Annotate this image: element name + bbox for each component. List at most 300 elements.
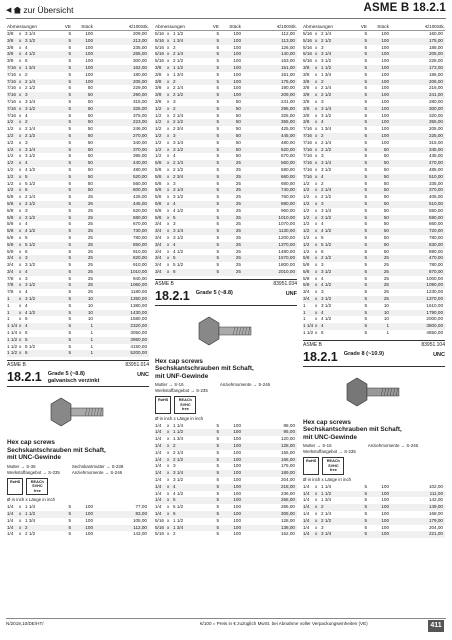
cell-diameter: 5/16: [303, 44, 312, 50]
cell-diameter: 3/8: [7, 37, 14, 43]
cell-gap: [191, 525, 203, 532]
thread-type: UNC: [433, 351, 445, 358]
table-row: [155, 92, 297, 99]
cell-stueck: 25: [87, 234, 93, 240]
cell-ve: 5: [216, 200, 219, 206]
footer-code: N/2019,10/DE/HT/: [6, 621, 44, 626]
cell-ve: 5: [216, 228, 219, 234]
table-row: [7, 215, 149, 222]
cell-price: 152,00: [280, 531, 295, 537]
cell-ve: 5: [216, 483, 219, 489]
ref-material[interactable]: Werkstoffangebot → S-235: [7, 469, 60, 475]
cell-ve: 5: [216, 504, 219, 510]
cell-separator: x: [167, 139, 170, 145]
cell-gap: [43, 174, 55, 181]
table-row: [155, 51, 297, 58]
cell-stueck: 50: [87, 173, 93, 179]
ref-nuts[interactable]: Mutter → S-36: [7, 463, 36, 469]
cell-diameter: 7/8: [7, 289, 14, 295]
section-divider: [303, 366, 445, 367]
cell-price: 204,00: [428, 524, 443, 530]
ref-torque[interactable]: Anziehmomente → S-246: [71, 469, 123, 475]
ref-nuts[interactable]: Mutter → S-16: [155, 382, 184, 388]
cell-diameter: 3/8: [155, 71, 162, 77]
cell-separator: x: [315, 160, 318, 166]
cell-stueck: 50: [235, 132, 241, 138]
cell-separator: x: [19, 37, 22, 43]
cell-stueck: 25: [235, 180, 241, 186]
cell-price: 370,00: [428, 187, 443, 193]
rohs-badge: RoHS: [303, 457, 319, 475]
cell-separator: x: [167, 511, 170, 517]
cell-diameter: 3/8: [155, 92, 162, 98]
section-code: ASME B: [303, 341, 322, 348]
table-row: [303, 215, 445, 222]
cell-length: 4: [173, 241, 176, 247]
cell-ve: 5: [68, 200, 71, 206]
cell-length: 5: [25, 58, 28, 64]
cell-price: 142,00: [428, 497, 443, 503]
cell-stueck: 100: [233, 470, 241, 476]
cell-separator: x: [167, 105, 170, 111]
cell-ve: 5: [364, 504, 367, 510]
cell-length: 3 1/4: [321, 207, 332, 213]
cell-diameter: 3/8: [303, 105, 310, 111]
cell-diameter: 3/4: [303, 296, 310, 302]
cell-stueck: 100: [381, 51, 389, 57]
product-title-de: Sechskantschrauben mit Schaft,: [7, 446, 106, 454]
cell-gap: [339, 79, 351, 86]
cell-gap: [43, 167, 55, 174]
cell-length: 1 1/2: [173, 429, 184, 435]
cell-stueck: 100: [85, 504, 93, 510]
cell-separator: x: [315, 37, 318, 43]
cell-diameter: 1/4: [7, 504, 14, 510]
cell-stueck: 50: [383, 160, 389, 166]
cell-length: 4 1/2: [25, 228, 36, 234]
cell-gap: [43, 310, 55, 317]
table-row: [303, 113, 445, 120]
product-title: [155, 358, 297, 381]
cell-stueck: 100: [381, 78, 389, 84]
cell-gap: [191, 518, 203, 525]
cell-diameter: 5/8: [7, 221, 14, 227]
cell-length: 4: [25, 289, 28, 295]
cell-diameter: 3/4: [7, 262, 14, 268]
cell-separator: x: [19, 309, 22, 315]
cell-ve: 5: [68, 531, 71, 537]
cell-stueck: 25: [235, 187, 241, 193]
cell-diameter: 3/8: [155, 64, 162, 70]
cell-diameter: 7/16: [303, 139, 312, 145]
dimension-note: Ø in inch x Länge in inch: [7, 497, 56, 503]
cell-length: 2 1/2: [173, 119, 184, 125]
cell-stueck: 100: [381, 105, 389, 111]
table-row: [7, 147, 149, 154]
table-row: [155, 113, 297, 120]
cell-gap: [339, 181, 351, 188]
cell-stueck: 100: [381, 71, 389, 77]
cell-stueck: 50: [87, 153, 93, 159]
cell-length: 3 1/4: [25, 146, 36, 152]
cell-price: 179,00: [428, 517, 443, 523]
header-dims: Abmessungen: [7, 23, 37, 29]
cell-separator: x: [19, 524, 22, 530]
table-row: [155, 140, 297, 147]
cell-separator: x: [19, 194, 22, 200]
hex-screw-icon: [343, 374, 403, 412]
cell-gap: [339, 323, 351, 330]
cell-price: 3950,00: [130, 336, 147, 342]
cell-diameter: 1/2: [303, 228, 310, 234]
cell-gap: [43, 31, 55, 38]
cell-length: 4 1/2: [25, 309, 36, 315]
cell-stueck: 10: [87, 309, 93, 315]
cell-price: 485,00: [428, 166, 443, 172]
cell-diameter: 3/8: [7, 31, 14, 36]
table-row: [7, 160, 149, 167]
ref-material[interactable]: Werkstoffangebot → S-235: [155, 388, 208, 394]
cell-diameter: 1: [303, 309, 306, 315]
cell-ve: 5: [364, 221, 367, 227]
cell-ve: 5: [364, 71, 367, 77]
cell-separator: x: [167, 422, 170, 428]
cell-separator: x: [167, 112, 170, 118]
cell-diameter: 3/8: [303, 119, 310, 125]
cell-separator: x: [19, 275, 22, 281]
cell-separator: x: [19, 139, 22, 145]
cell-diameter: 3/8: [155, 78, 162, 84]
cell-price: 189,00: [280, 470, 295, 476]
cell-separator: x: [19, 132, 22, 138]
cell-stueck: 25: [87, 275, 93, 281]
cell-length: 3 1/2: [25, 214, 36, 220]
page-number: 411: [428, 620, 444, 632]
table-row: [303, 323, 445, 330]
table-row: [303, 504, 445, 511]
cell-separator: x: [19, 241, 22, 247]
cell-stueck: 100: [233, 44, 241, 50]
cell-price: 168,00: [428, 511, 443, 517]
cell-gap: [191, 262, 203, 269]
cell-ve: 5: [364, 490, 367, 496]
cell-price: 4150,00: [130, 343, 147, 349]
cell-gap: [339, 215, 351, 222]
cell-price: 370,00: [132, 146, 147, 152]
table-row: [303, 316, 445, 323]
cell-separator: x: [167, 207, 170, 213]
cell-ve: 5: [364, 160, 367, 166]
cell-separator: x: [19, 58, 22, 64]
ref-nuts[interactable]: Mutter → S-16: [303, 443, 332, 449]
table-row: [155, 470, 297, 477]
cell-length: 2 1/4: [321, 85, 332, 91]
cell-separator: x: [315, 268, 318, 274]
cell-price: 560,00: [280, 160, 295, 166]
cell-stueck: 25: [235, 214, 241, 220]
table-row: [7, 276, 149, 283]
cell-length: 2 1/2: [321, 517, 332, 523]
cell-ve: 5: [216, 31, 219, 36]
cell-length: 1 1/2: [173, 31, 184, 36]
cell-gap: [191, 228, 203, 235]
cell-price: 590,00: [428, 214, 443, 220]
cell-length: 3: [321, 289, 324, 295]
cell-stueck: 50: [235, 139, 241, 145]
cell-separator: x: [19, 180, 22, 186]
cell-diameter: 1/2: [7, 160, 14, 166]
cell-separator: x: [19, 282, 22, 288]
cell-stueck: 50: [87, 180, 93, 186]
cell-separator: x: [167, 92, 170, 98]
cell-separator: x: [167, 524, 170, 530]
cell-gap: [339, 235, 351, 242]
cell-ve: 5: [364, 166, 367, 172]
table-row: [303, 518, 445, 525]
cell-gap: [43, 79, 55, 86]
cell-stueck: 100: [233, 463, 241, 469]
cell-gap: [191, 450, 203, 457]
cell-ve: 5: [364, 228, 367, 234]
cell-price: 175,00: [280, 463, 295, 469]
table-row: [155, 58, 297, 65]
cell-stueck: 50: [87, 105, 93, 111]
cell-gap: [339, 242, 351, 249]
cell-price: 77,00: [135, 504, 147, 510]
cell-length: 4: [321, 309, 324, 315]
cell-price: 3050,00: [130, 330, 147, 336]
cell-separator: x: [19, 119, 22, 125]
cell-gap: [191, 208, 203, 215]
cell-stueck: 50: [235, 112, 241, 118]
table-row: [7, 133, 149, 140]
section-article: 83951.034: [273, 280, 297, 287]
cell-length: 1 1/4: [173, 422, 184, 428]
cell-separator: x: [315, 132, 318, 138]
cell-stueck: 25: [87, 241, 93, 247]
cell-price: 1580,00: [130, 316, 147, 322]
cell-price: 335,00: [428, 180, 443, 186]
table-row: [155, 79, 297, 86]
cell-ve: 5: [68, 255, 71, 261]
cell-ve: 5: [364, 275, 367, 281]
cell-separator: x: [167, 58, 170, 64]
table-row: [7, 113, 149, 120]
cell-gap: [43, 289, 55, 296]
cell-diameter: 5/8: [7, 200, 14, 206]
cell-stueck: 25: [383, 262, 389, 268]
cell-diameter: 1/4: [155, 490, 162, 496]
cell-price: 218,00: [280, 483, 295, 489]
table-row: [7, 330, 149, 337]
cell-stueck: 1: [90, 323, 93, 329]
cell-stueck: 50: [87, 92, 93, 98]
cell-length: 3 1/2: [25, 296, 36, 302]
cell-gap: [43, 119, 55, 126]
cell-price: 265,00: [132, 51, 147, 57]
cell-ve: 5: [216, 126, 219, 132]
table-row: [155, 126, 297, 133]
cell-ve: 5: [216, 463, 219, 469]
cell-gap: [43, 38, 55, 45]
cell-ve: 5: [68, 241, 71, 247]
cell-ve: 5: [68, 504, 71, 510]
cell-gap: [339, 525, 351, 532]
cell-diameter: 1/4: [155, 422, 162, 428]
cell-gap: [191, 106, 203, 113]
product-title-thread: mit UNC-Gewinde: [303, 433, 357, 441]
cell-ve: 5: [68, 302, 71, 308]
cell-gap: [339, 31, 351, 38]
cell-stueck: 100: [381, 64, 389, 70]
cell-gap: [191, 484, 203, 491]
cell-gap: [339, 51, 351, 58]
cell-length: 5: [321, 234, 324, 240]
cell-length: 4 1/2: [321, 282, 332, 288]
header-dims: Abmessungen: [155, 23, 185, 29]
table-row: [155, 255, 297, 262]
table-row: [155, 450, 297, 457]
ref-torque[interactable]: Anziehmomente → S-246: [219, 382, 271, 388]
cell-ve: 5: [364, 323, 367, 329]
cell-ve: 5: [364, 37, 367, 43]
cell-ve: 5: [364, 524, 367, 530]
cell-ve: 5: [68, 160, 71, 166]
cell-price: 216,00: [428, 85, 443, 91]
cell-gap: [339, 194, 351, 201]
cell-price: 5200,00: [130, 350, 147, 356]
cell-stueck: 100: [233, 51, 241, 57]
cell-gap: [191, 126, 203, 133]
cell-separator: x: [19, 221, 22, 227]
cell-price: 1800,00: [278, 262, 295, 268]
cell-separator: x: [315, 126, 318, 132]
cell-gap: [43, 113, 55, 120]
cell-stueck: 25: [87, 255, 93, 261]
cell-ve: 5: [364, 517, 367, 523]
cell-price: 138,00: [280, 524, 295, 530]
ref-torque[interactable]: Anziehmomente → S-246: [367, 443, 419, 449]
cell-stueck: 100: [233, 456, 241, 462]
cell-length: 3 1/2: [321, 112, 332, 118]
cell-diameter: 1/4: [7, 531, 14, 537]
cell-gap: [191, 45, 203, 52]
cell-gap: [339, 119, 351, 126]
cell-separator: x: [167, 429, 170, 435]
cell-stueck: 100: [233, 71, 241, 77]
cell-gap: [191, 51, 203, 58]
cell-diameter: 1: [7, 296, 10, 302]
cell-diameter: 3/8: [303, 78, 310, 84]
cell-stueck: 100: [381, 524, 389, 530]
overview-link[interactable]: [6, 5, 73, 15]
table-row: [155, 187, 297, 194]
cell-diameter: 5/16: [155, 51, 164, 57]
cell-stueck: 100: [85, 37, 93, 43]
cell-length: 2 1/2: [25, 200, 36, 206]
cell-stueck: 10: [383, 316, 389, 322]
cell-stueck: 50: [87, 85, 93, 91]
cell-price: 510,00: [428, 200, 443, 206]
cell-price: 112,00: [133, 524, 147, 530]
cell-diameter: 1/2: [155, 132, 162, 138]
cell-length: 2 1/2: [173, 92, 184, 98]
cell-length: 2 1/4: [173, 51, 184, 57]
cell-diameter: 1/4: [303, 531, 310, 537]
cell-stueck: 50: [87, 98, 93, 104]
cell-price: 105,00: [132, 517, 147, 523]
cell-gap: [43, 85, 55, 92]
table-row: [7, 187, 149, 194]
cell-gap: [339, 92, 351, 99]
cell-stueck: 50: [383, 207, 389, 213]
cell-ve: 5: [216, 37, 219, 43]
cell-price: 300,00: [428, 105, 443, 111]
cell-gap: [339, 221, 351, 228]
cell-length: 5 1/2: [321, 241, 332, 247]
section-divider: [7, 386, 149, 387]
cross-references: [7, 464, 149, 476]
cell-gap: [339, 85, 351, 92]
cell-gap: [339, 511, 351, 518]
cell-length: 3 1/2: [25, 153, 36, 159]
cell-ve: 5: [364, 132, 367, 138]
cell-stueck: 100: [233, 85, 241, 91]
table-header: [303, 22, 445, 31]
rohs-badge: RoHS: [155, 396, 171, 414]
cell-ve: 5: [364, 296, 367, 302]
cell-length: 5 1/2: [173, 262, 184, 268]
cell-stueck: 50: [87, 112, 93, 118]
cell-gap: [339, 147, 351, 154]
cell-separator: x: [315, 146, 318, 152]
cell-stueck: 50: [235, 98, 241, 104]
cell-price: 270,00: [132, 132, 147, 138]
cell-diameter: 5/8: [303, 268, 310, 274]
cell-price: 153,00: [280, 58, 295, 64]
cell-stueck: 100: [381, 31, 389, 36]
cell-price: 325,00: [132, 105, 147, 111]
cell-price: 600,00: [132, 187, 147, 193]
cell-length: 1 1/2: [173, 64, 184, 70]
cell-stueck: 25: [383, 282, 389, 288]
table-row: [7, 51, 149, 58]
cell-gap: [191, 443, 203, 450]
table-row: [155, 45, 297, 52]
cell-gap: [339, 72, 351, 79]
cell-diameter: 5/16: [155, 58, 164, 64]
cell-length: 2 1/4: [321, 139, 332, 145]
cell-length: 3: [173, 221, 176, 227]
cell-price: 470,00: [428, 160, 443, 166]
grade-label: Grade 5 (~8.8): [47, 371, 85, 378]
cell-gap: [339, 160, 351, 167]
cell-separator: x: [315, 497, 318, 503]
cell-stueck: 100: [381, 44, 389, 50]
cell-length: 2 1/2: [173, 456, 184, 462]
section-standard: 18.2.1: [303, 349, 338, 364]
table-row: [155, 72, 297, 79]
cell-diameter: 1: [7, 309, 10, 315]
cell-price: 206,00: [428, 78, 443, 84]
table-row: [155, 147, 297, 154]
cell-separator: x: [167, 153, 170, 159]
ref-hexnut[interactable]: Sechskantmutter → S-238: [71, 463, 124, 469]
cell-ve: 5: [364, 262, 367, 268]
cell-diameter: 1/2: [303, 248, 310, 254]
ref-material[interactable]: Werkstoffangebot → S-235: [303, 449, 356, 455]
cell-length: 3 1/2: [173, 194, 184, 200]
